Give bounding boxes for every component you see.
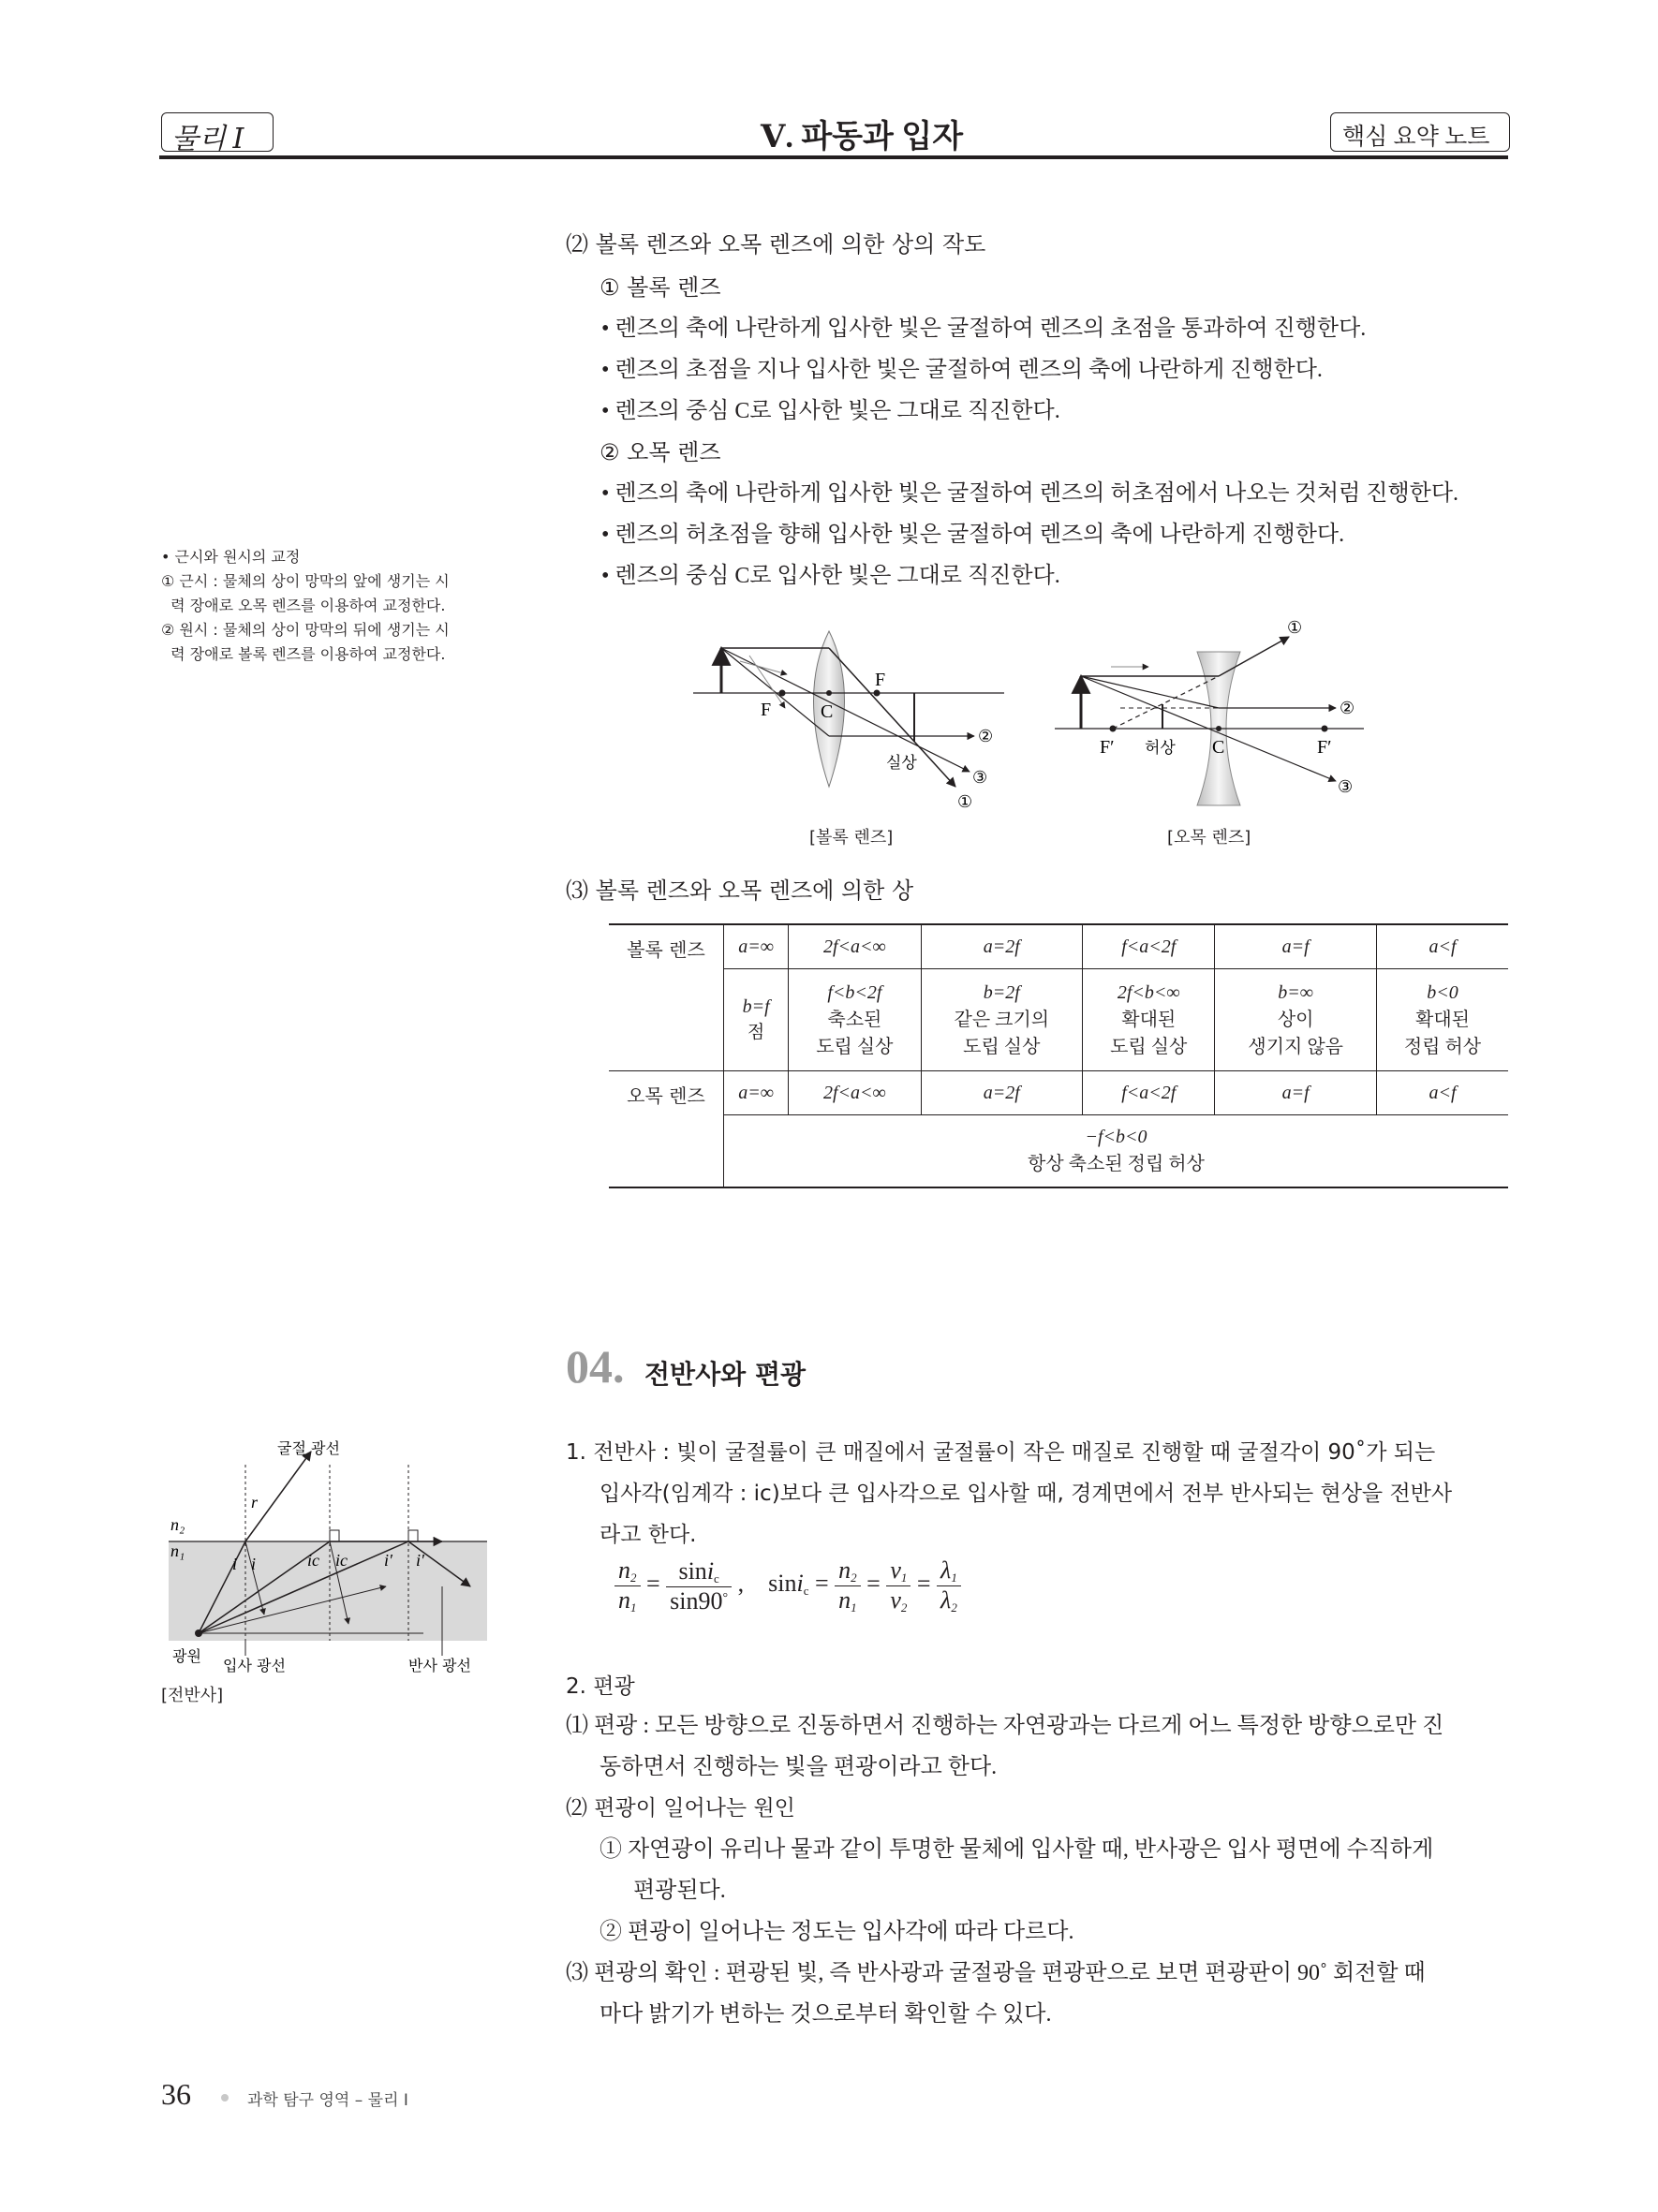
convex-label-ray3: ③: [972, 768, 988, 788]
tir-label-ip-left: i′: [384, 1551, 392, 1570]
cond-cell: a=2f: [921, 924, 1083, 969]
tir-label-i-right: i: [251, 1555, 257, 1573]
result-cell: b=2f 같은 크기의 도립 실상: [921, 969, 1083, 1071]
tir-line1: 1. 전반사 : 빛이 굴절률이 큰 매질에서 굴절률이 작은 매질로 진행할 때 굴절각이 90˚가 되는: [566, 1440, 1436, 1465]
convex-label-C: C: [821, 701, 834, 722]
concave-title: ② 오목 렌즈: [600, 439, 721, 465]
tir-formula: $\frac{n_2}{n_1}$ = $\frac{\sin i_c}{\sin 90^\circ}$ , sini$_c$ = $\frac{n_2}{n_1}$ = $\frac{v_1}{v_2}$ = $\frac{\lambda_1}{\lambda_2}$: [614, 1556, 961, 1615]
convex-caption: [볼록 렌즈]: [809, 828, 894, 848]
tir-label-ic-right: ic: [335, 1551, 348, 1570]
tir-diagram: [161, 1437, 498, 1680]
summary-tag: [1330, 112, 1510, 152]
sidenote-line: ① 근시 : 물체의 상이 망막의 앞에 생기는 시: [161, 572, 450, 590]
pol-3b: 마다 밝기가 변하는 것으로부터 확인할 수 있다.: [600, 2002, 1052, 2027]
concave-result-cell: −f<b<0 항상 축소된 정립 허상: [724, 1115, 1509, 1188]
convex-row-header: 볼록 렌즈: [609, 924, 724, 1071]
tir-label-reflected: 반사 광선: [408, 1657, 471, 1674]
convex-label-image: 실상: [886, 754, 917, 773]
footer-dot: [221, 2094, 229, 2101]
tir-label-ic-left: ic: [307, 1551, 319, 1570]
tir-label-n1: n₁: [170, 1541, 185, 1560]
section4-title: 전반사와 편광: [644, 1359, 807, 1390]
subject-label: 물리 Ⅰ: [171, 124, 244, 155]
convex-item: • 렌즈의 축에 나란하게 입사한 빛은 굴절하여 렌즈의 초점을 통과하여 진행한다.: [601, 317, 1367, 341]
result-cell: b<0 확대된 정립 허상: [1376, 969, 1508, 1071]
pol-1a: ⑴ 편광 : 모든 방향으로 진동하면서 진행하는 자연광과는 다르게 어느 특정한 방향으로만 진: [566, 1714, 1444, 1738]
tir-line3: 라고 한다.: [600, 1523, 697, 1547]
concave-label-C: C: [1212, 737, 1225, 758]
sidenote-line: 력 장애로 오목 렌즈를 이용하여 교정한다.: [161, 597, 446, 614]
cond-cell: a<f: [1376, 1071, 1508, 1115]
image-table: [609, 923, 1508, 1188]
pol-3a: ⑶ 편광의 확인 : 편광된 빛, 즉 반사광과 굴절광을 편광판으로 보면 편광판이 90˚ 회전할 때: [566, 1961, 1426, 1985]
footer-text: 과학 탐구 영역 – 물리 Ⅰ: [247, 2091, 408, 2110]
cond-cell: a<f: [1376, 924, 1508, 969]
pol-1b: 동하면서 진행하는 빛을 편광이라고 한다.: [600, 1755, 998, 1779]
concave-label-ray3: ③: [1338, 777, 1354, 797]
concave-label-Fp-left: F′: [1100, 737, 1115, 758]
sidenote-line: • 근시와 원시의 교정: [161, 548, 301, 566]
tir-line2: 입사각(임계각 : ic)보다 큰 입사각으로 입사할 때, 경계면에서 전부 반사되는 현상을 전반사: [600, 1482, 1453, 1506]
convex-item: • 렌즈의 초점을 지나 입사한 빛은 굴절하여 렌즈의 축에 나란하게 진행한다.: [601, 358, 1323, 382]
concave-item: • 렌즈의 허초점을 향해 입사한 빛은 굴절하여 렌즈의 축에 나란하게 진행한다.: [601, 523, 1345, 547]
cond-cell: 2f<a<∞: [789, 924, 921, 969]
sidenote-line: 력 장애로 볼록 렌즈를 이용하여 교정한다.: [161, 645, 446, 663]
tir-caption: [전반사]: [161, 1686, 224, 1705]
result-cell: b=∞ 상이 생기지 않음: [1215, 969, 1377, 1071]
concave-row-header: 오목 렌즈: [609, 1071, 724, 1188]
concave-item: • 렌즈의 중심 C로 입사한 빛은 그대로 직진한다.: [601, 564, 1060, 588]
concave-lens-diagram: [1055, 614, 1392, 848]
concave-label-ray1: ①: [1287, 618, 1303, 638]
header-rule: [159, 155, 1508, 159]
result-cell: b=f 점: [724, 969, 789, 1071]
cond-cell: a=f: [1215, 924, 1377, 969]
sidenote-line: ② 원시 : 물체의 상이 망막의 뒤에 생기는 시: [161, 621, 450, 639]
cond-cell: f<a<2f: [1083, 1071, 1215, 1115]
cond-cell: 2f<a<∞: [789, 1071, 921, 1115]
concave-label-image: 허상: [1145, 739, 1176, 758]
convex-lens-diagram: [693, 618, 1030, 852]
concave-label-Fp-right: F′: [1317, 737, 1332, 758]
pol-2-1b: 편광된다.: [633, 1879, 726, 1903]
cond-cell: a=∞: [724, 1071, 789, 1115]
subject-tag: [161, 112, 274, 155]
concave-label-ray2: ②: [1340, 699, 1355, 718]
pol-2-2: ② 편광이 일어나는 정도는 입사각에 따라 다르다.: [600, 1920, 1074, 1944]
convex-label-F-left: F: [761, 700, 772, 720]
tir-label-source: 광원: [172, 1647, 201, 1665]
concave-item: • 렌즈의 축에 나란하게 입사한 빛은 굴절하여 렌즈의 허초점에서 나오는 것처럼 진행한다.: [601, 481, 1459, 506]
tir-label-incident: 입사 광선: [223, 1657, 286, 1674]
tir-label-n2: n₂: [170, 1515, 185, 1534]
chapter-title: Ⅴ. 파동과 입자: [760, 120, 964, 155]
page-number: 36: [161, 2077, 191, 2111]
tir-label-i-left: i: [232, 1555, 238, 1573]
cond-cell: a=∞: [724, 924, 789, 969]
section3-title: ⑶ 볼록 렌즈와 오목 렌즈에 의한 상: [566, 877, 914, 904]
tir-label-r: r: [251, 1493, 259, 1512]
convex-label-ray2: ②: [978, 727, 994, 746]
section2-title: ⑵ 볼록 렌즈와 오목 렌즈에 의한 상의 작도: [566, 231, 986, 258]
summary-tag-label: 핵심 요약 노트: [1342, 125, 1490, 150]
cond-cell: a=2f: [921, 1071, 1083, 1115]
result-cell: 2f<b<∞ 확대된 도립 실상: [1083, 969, 1215, 1071]
concave-caption: [오목 렌즈]: [1167, 828, 1251, 848]
result-cell: f<b<2f 축소된 도립 실상: [789, 969, 921, 1071]
convex-label-F-right: F: [875, 670, 886, 690]
convex-label-ray1: ①: [957, 792, 973, 812]
polarization-title: 2. 편광: [566, 1674, 635, 1699]
cond-cell: f<a<2f: [1083, 924, 1215, 969]
tir-label-ip-right: i′: [416, 1551, 424, 1570]
pol-2-1a: ① 자연광이 유리나 물과 같이 투명한 물체에 입사할 때, 반사광은 입사 평면에 수직하게: [600, 1837, 1434, 1862]
convex-item: • 렌즈의 중심 C로 입사한 빛은 그대로 직진한다.: [601, 399, 1060, 423]
pol-2: ⑵ 편광이 일어나는 원인: [566, 1796, 795, 1821]
tir-label-refracted: 굴절 광선: [277, 1439, 340, 1457]
convex-title: ① 볼록 렌즈: [600, 274, 721, 301]
cond-cell: a=f: [1215, 1071, 1377, 1115]
section4-number: 04.: [566, 1340, 625, 1393]
